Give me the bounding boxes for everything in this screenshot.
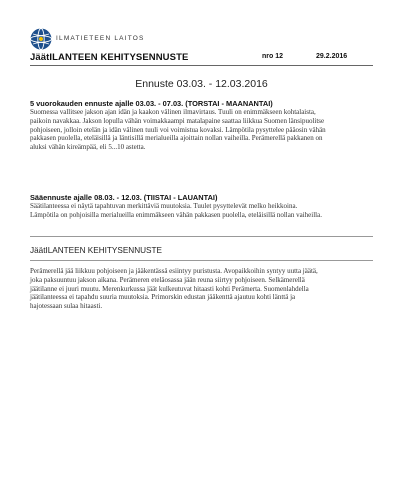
period-text (30, 202, 373, 220)
text-line: joka paksuuntuu jakson aikana. Perämeren eteläosassa jään reuna siirtyy pohjoiseen. Selkämerellä (30, 275, 305, 284)
period-text (30, 108, 373, 152)
text-line: Lämpötila on pohjoisilla merialueilla enimmäkseen vähän pakkasen puolella, eteläisillä nollan vaiheilla. (30, 210, 322, 219)
text-line: pakkasen puolella, eteläisillä ja läntisillä merialueilla ajoittain nollan vaiheilla. Perämerellä pakkanen on (30, 134, 323, 143)
document-date: 29.2.2016 (316, 53, 348, 60)
agency-name: ILMATIETEEN LAITOS (56, 35, 145, 42)
text-line: jäätilanne ei juuri muutu. Merenkurkussa jäät kulkeutuvat hitaasti kohti Perämerta. Suomenlahdella (30, 284, 309, 293)
development-text (30, 267, 373, 311)
document-title: JäätILANTEEN KEHITYSENNUSTE (30, 52, 189, 63)
text-line: aluksi vähän kireämpää, eli 5...10 astetta. (30, 143, 146, 152)
header-divider (30, 65, 373, 66)
text-line: Suomessa vallitsee jakson ajan idän ja kaakon välinen ilmavirtaus. Tuuli on enimmäkseen kohtalaista, (30, 108, 316, 116)
development-section-title: JäätILANTEEN KEHITYSENNUSTE (30, 246, 162, 255)
development-section (30, 267, 373, 311)
text-line: pohjoiseen, jolloin etelän ja idän välinen tuuli voi voimistua kovaksi. Lämpötila pysyttelee pääosin vähän (30, 125, 326, 134)
forecast-period-1 (30, 99, 373, 152)
document-number: nro 12 (262, 53, 284, 60)
text-line: jäätilanteessa ei tapahdu suuria muutoksia. Primorskin edustan jääkenttä ajautuu kohti länttä ja (30, 293, 296, 302)
text-line: paikoin navakkaa. Jakson lopulla vähän voimakkaampi matalapaine saattaa liikkua Suomen länsipuolitse (30, 116, 325, 125)
forecast-title: Ennuste 03.03. - 12.03.2016 (135, 78, 268, 90)
text-line: Perämerellä jää liikkuu pohjoiseen ja jääkentässä esiintyy puristusta. Avopaikkoihin syntyy uutta jäätä, (30, 267, 318, 275)
forecast-period-2 (30, 193, 373, 220)
period-heading: 5 vuorokauden ennuste ajalle 03.03. - 07.03. (TORSTAI - MAANANTAI) (30, 99, 273, 108)
section-divider (30, 236, 373, 237)
section-title-divider (30, 260, 373, 261)
period-heading: Sääennuste ajalle 08.03. - 12.03. (TIISTAI - LAUANTAI) (30, 193, 218, 202)
text-line: Säätilanteessa ei näytä tapahtuvan merkittäviä muutoksia. Tuulet pysyttelevät melko heikkoina. (30, 202, 298, 210)
agency-logo-icon (30, 28, 52, 50)
text-line: hajotessaan sulaa hitaasti. (30, 302, 103, 311)
